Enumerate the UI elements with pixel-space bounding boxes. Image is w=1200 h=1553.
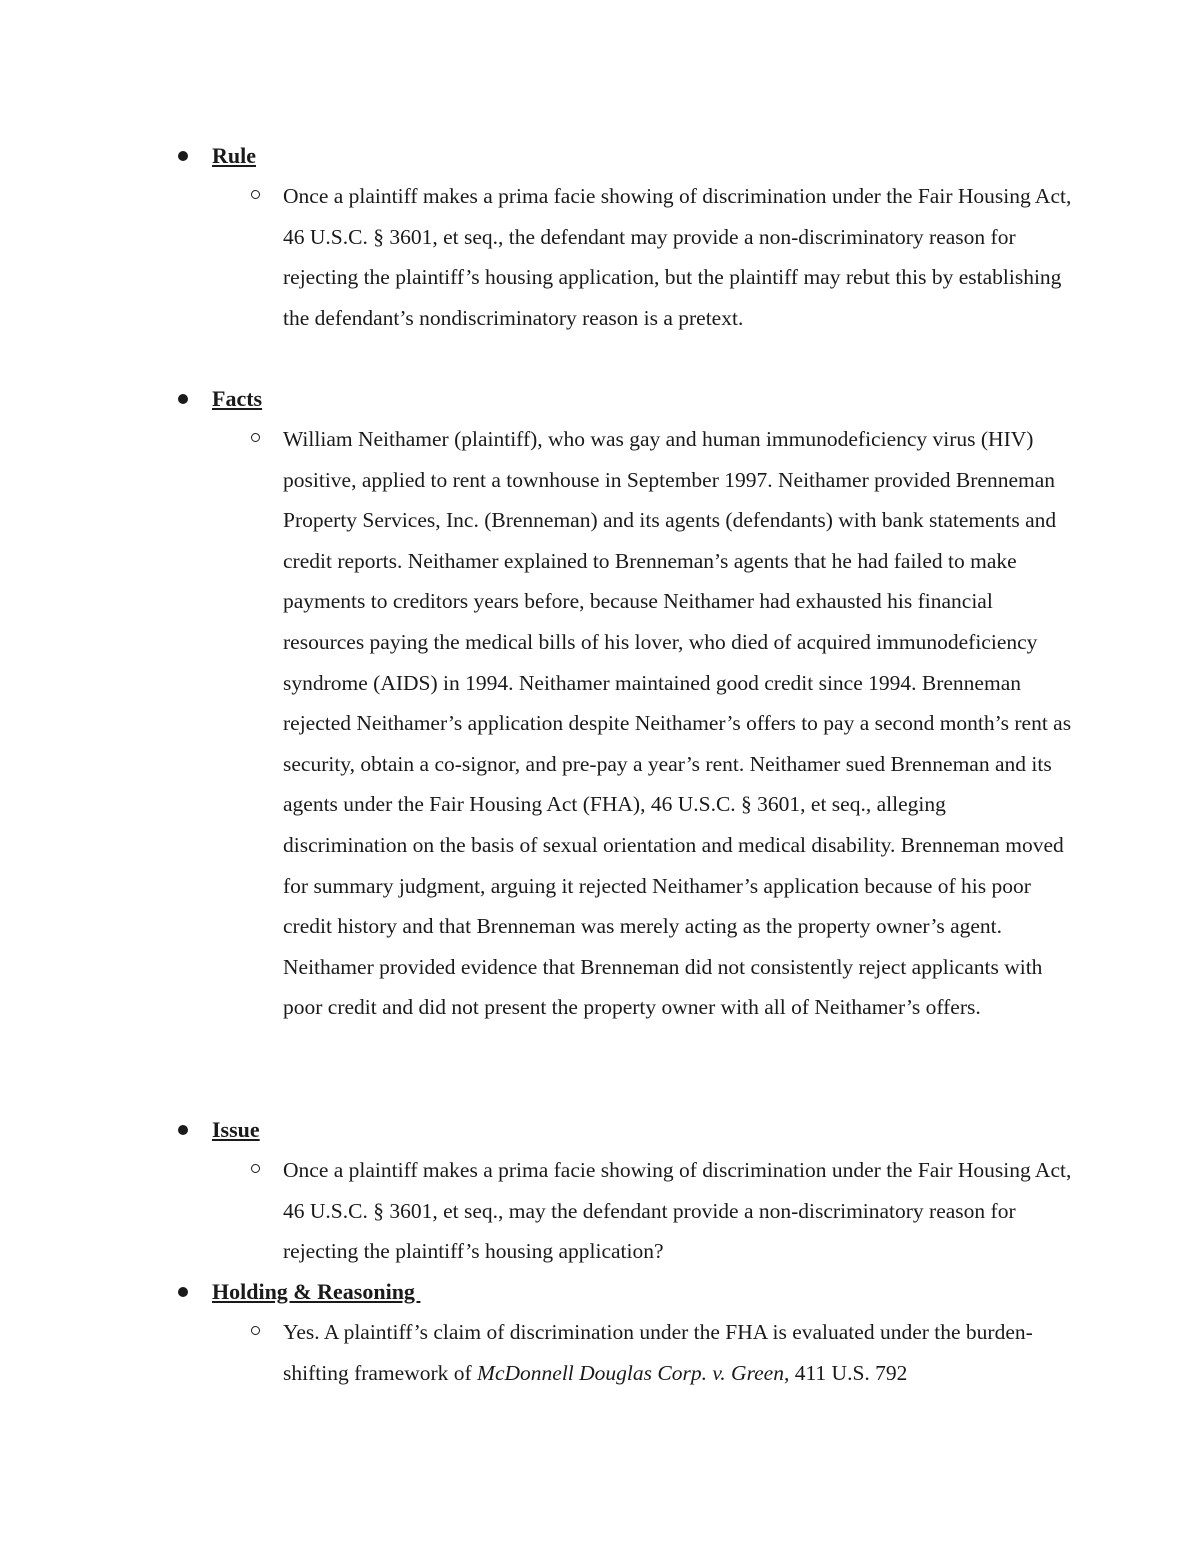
holding-text-after: , 411 U.S. 792 xyxy=(783,1360,908,1385)
section-facts xyxy=(0,379,1200,1028)
section-heading-row xyxy=(0,379,1200,419)
section-heading-issue: Issue xyxy=(212,1117,260,1142)
section-heading-row xyxy=(0,1110,1200,1150)
holding-text-before: Yes. A plaintiff’s claim of discrimination under the FHA is evaluated under the burden-shifting framework of xyxy=(283,1320,1033,1385)
bullet-circle-icon xyxy=(251,1326,260,1335)
bullet-disc-icon xyxy=(178,1287,188,1297)
case-citation-name: McDonnell Douglas Corp. v. Green xyxy=(477,1360,784,1385)
section-heading-row xyxy=(0,1272,1200,1312)
section-rule xyxy=(0,136,1200,338)
list-item xyxy=(0,1312,1200,1393)
facts-text: William Neithamer (plaintiff), who was gay and human immunodeficiency virus (HIV) positive, applied to rent a townhouse in September 1997. Neithamer provided Brenneman Property Services, Inc. (Brenneman) and its agents (defendants) with bank statements and credit reports. Neithamer explained to Brenneman’s agents that he had failed to make payments to creditors years before, because Neithamer had exhausted his financial resources paying the medical bills of his lover, who died of acquired immunodeficiency syndrome (AIDS) in 1994. Neithamer maintained good credit since 1994. Brenneman rejected Neithamer’s application despite Neithamer’s offers to pay a second month’s rent as security, obtain a co-signor, and pre-pay a year’s rent. Neithamer sued Brenneman and its agents under the Fair Housing Act (FHA), 46 U.S.C. § 3601, et seq., alleging discrimination on the basis of sexual orientation and medical disability. Brenneman moved for summary judgment, arguing it rejected Neithamer’s application because of his poor credit history and that Brenneman was merely acting as the property owner’s agent. Neithamer provided evidence that Brenneman did not consistently reject applicants with poor credit and did not present the property owner with all of Neithamer’s offers. xyxy=(283,427,1072,1020)
rule-text: Once a plaintiff makes a prima facie showing of discrimination under the Fair Housing Act, 46 U.S.C. § 3601, et seq., the defendant may provide a non-discriminatory reason for rejecting the plaintiff’s housing application, but the plaintiff may rebut this by establishing the defendant’s nondiscriminatory reason is a pretext. xyxy=(283,184,1072,330)
section-issue xyxy=(0,1110,1200,1272)
bullet-disc-icon xyxy=(178,151,188,161)
list-item xyxy=(0,176,1200,338)
list-item xyxy=(0,419,1200,1028)
holding-text xyxy=(283,1312,1073,1393)
section-heading-row xyxy=(0,136,1200,176)
bullet-disc-icon xyxy=(178,394,188,404)
bullet-circle-icon xyxy=(251,1164,260,1173)
list-item xyxy=(0,1150,1200,1272)
bullet-circle-icon xyxy=(251,433,260,442)
bullet-disc-icon xyxy=(178,1125,188,1135)
section-holding-reasoning xyxy=(0,1272,1200,1393)
section-heading-holding-reasoning: Holding & Reasoning xyxy=(212,1279,421,1304)
section-heading-facts: Facts xyxy=(212,386,263,411)
section-heading-rule: Rule xyxy=(212,143,256,168)
issue-text: Once a plaintiff makes a prima facie showing of discrimination under the Fair Housing Act, 46 U.S.C. § 3601, et seq., may the defendant provide a non-discriminatory reason for rejecting the plaintiff’s housing application? xyxy=(283,1158,1072,1264)
bullet-circle-icon xyxy=(251,190,260,199)
